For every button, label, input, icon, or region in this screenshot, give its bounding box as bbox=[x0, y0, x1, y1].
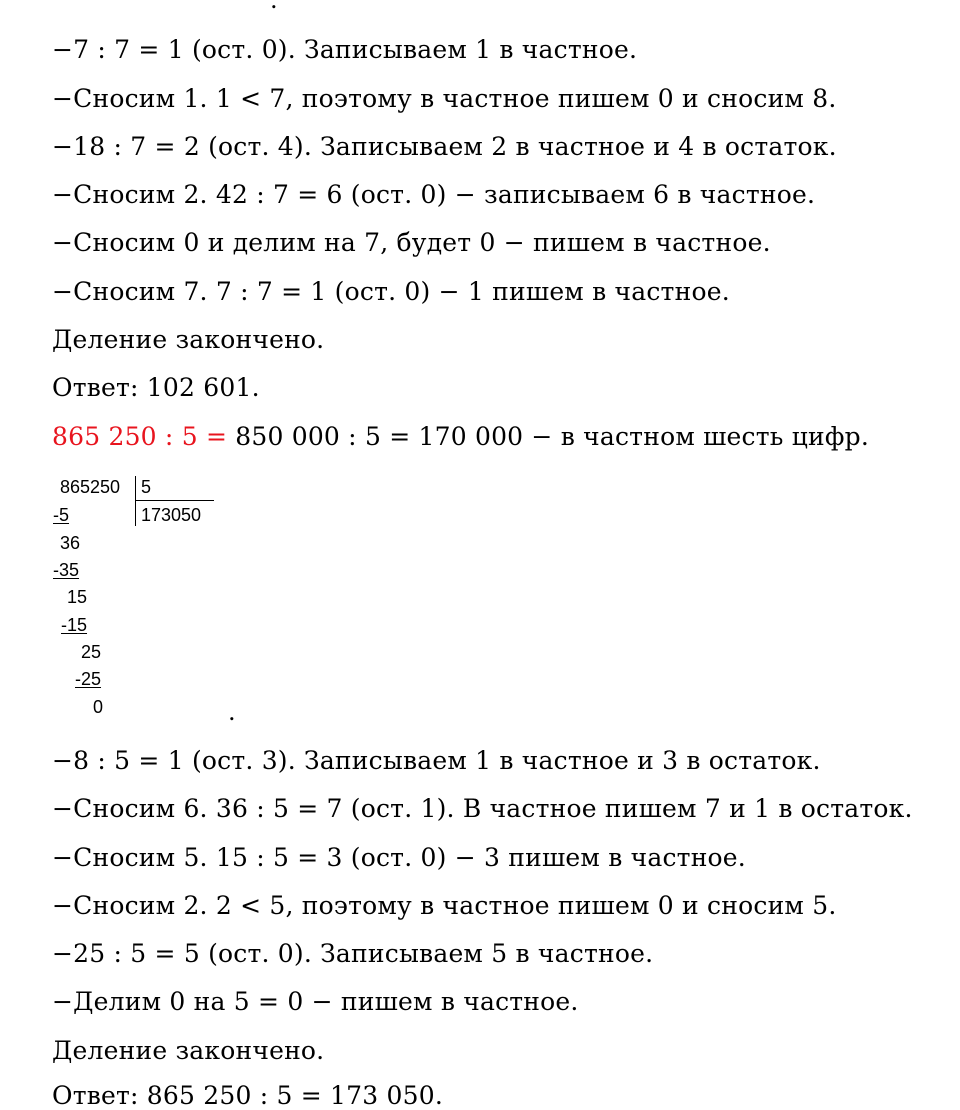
step-line: −18 : 7 = 2 (ост. 4). Записываем 2 в частное и 4 в остаток. bbox=[52, 132, 837, 161]
division-horizontal-line bbox=[135, 500, 214, 501]
step-line: −Сносим 2. 42 : 7 = 6 (ост. 0) − записываем 6 в частное. bbox=[52, 180, 816, 209]
division-step: 25 bbox=[81, 642, 102, 662]
division-step: -15 bbox=[61, 615, 88, 635]
step-line: −25 : 5 = 5 (ост. 0). Записываем 5 в частное. bbox=[52, 939, 654, 968]
stray-dot-middle: . bbox=[228, 698, 236, 726]
task-expression: 865 250 : 5 = bbox=[52, 422, 236, 451]
division-step: -5 bbox=[53, 505, 70, 525]
task-line bbox=[52, 424, 869, 449]
answer-line: Ответ: 102 601. bbox=[52, 373, 260, 402]
divisor: 5 bbox=[141, 477, 152, 497]
step-line: −8 : 5 = 1 (ост. 3). Записываем 1 в частное и 3 в остаток. bbox=[52, 746, 821, 775]
division-step: 0 bbox=[93, 697, 104, 717]
step-line: −Сносим 2. 2 < 5, поэтому в частное пишем 0 и сносим 5. bbox=[52, 891, 837, 920]
step-line: −Сносим 0 и делим на 7, будет 0 − пишем в частное. bbox=[52, 228, 771, 257]
step-line: −Сносим 7. 7 : 7 = 1 (ост. 0) − 1 пишем в частное. bbox=[52, 277, 730, 306]
division-step: -35 bbox=[53, 560, 80, 580]
conclusion-line: Деление закончено. bbox=[52, 1036, 325, 1065]
division-step: -25 bbox=[75, 669, 102, 689]
task-estimate: 850 000 : 5 = 170 000 − в частном шесть цифр. bbox=[235, 422, 869, 451]
step-line: −Сносим 6. 36 : 5 = 7 (ост. 1). В частное пишем 7 и 1 в остаток. bbox=[52, 794, 913, 823]
division-step: 15 bbox=[67, 587, 88, 607]
conclusion-line: Деление закончено. bbox=[52, 325, 325, 354]
stray-dot-top: . bbox=[270, 0, 278, 14]
division-vertical-line bbox=[135, 476, 136, 526]
step-line: −Сносим 1. 1 < 7, поэтому в частное пишем 0 и сносим 8. bbox=[52, 84, 837, 113]
division-step: 36 bbox=[60, 533, 81, 553]
step-line: −Делим 0 на 5 = 0 − пишем в частное. bbox=[52, 987, 579, 1016]
step-line: −Сносим 5. 15 : 5 = 3 (ост. 0) − 3 пишем в частное. bbox=[52, 843, 746, 872]
step-line: −7 : 7 = 1 (ост. 0). Записываем 1 в частное. bbox=[52, 35, 638, 64]
dividend: 865250 bbox=[60, 477, 121, 497]
answer-line: Ответ: 865 250 : 5 = 173 050. bbox=[52, 1081, 443, 1110]
quotient: 173050 bbox=[141, 505, 202, 525]
